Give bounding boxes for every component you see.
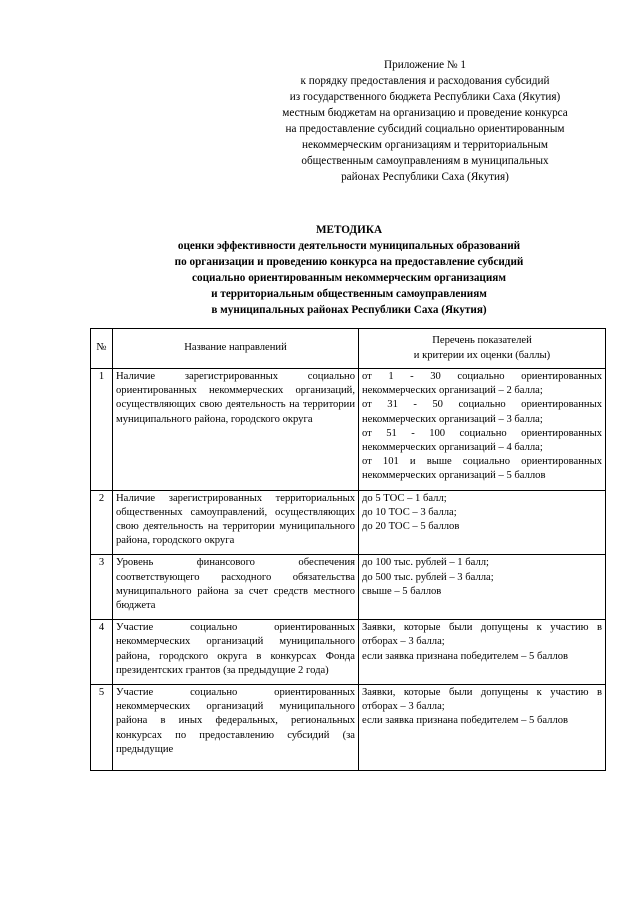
criteria-table xyxy=(90,328,606,771)
criteria-item: от 101 и выше социально ориентированных некоммерческих организаций – 5 баллов xyxy=(362,456,602,482)
appendix-line: некоммерческим организациям и территориальным xyxy=(302,139,548,151)
criteria-item: до 10 ТОС – 3 балла; xyxy=(362,506,457,518)
row-number: 5 xyxy=(91,685,113,771)
table-row xyxy=(91,369,606,491)
row-criteria xyxy=(359,685,606,771)
table-row xyxy=(91,685,606,771)
title-line: социально ориентированным некоммерческим организациям xyxy=(192,272,506,284)
document-title xyxy=(96,222,602,318)
title-heading: МЕТОДИКА xyxy=(315,224,383,236)
header-criteria-line: и критерии их оценки (баллы) xyxy=(413,349,551,361)
header-number: № xyxy=(91,329,113,369)
criteria-item: свыше – 5 баллов xyxy=(362,585,442,597)
criteria-item: Заявки, которые были допущены к участию в отборах – 3 балла; xyxy=(362,687,602,713)
criteria-item: до 5 ТОС – 1 балл; xyxy=(362,492,447,504)
row-criteria xyxy=(359,490,606,555)
appendix-line: к порядку предоставления и расходования субсидий xyxy=(300,75,550,87)
appendix-header xyxy=(250,57,600,185)
appendix-line: районах Республики Саха (Якутия) xyxy=(341,171,509,183)
criteria-item: от 51 - 100 социально ориентированных некоммерческих организаций – 4 балла; xyxy=(362,427,602,454)
table-row xyxy=(91,490,606,555)
title-line: по организации и проведению конкурса на предоставление субсидий xyxy=(174,256,524,268)
row-number: 1 xyxy=(91,369,113,491)
title-line: оценки эффективности деятельности муниципальных образований xyxy=(177,240,521,252)
row-direction-name: Наличие зарегистрированных территориальных общественных самоуправлений, осуществляющих свою деятельность на территории муниципального района, городского округа xyxy=(113,490,359,555)
criteria-item: от 1 - 30 социально ориентированных некоммерческих организаций – 2 балла; xyxy=(362,371,602,397)
criteria-item: если заявка признана победителем – 5 баллов xyxy=(362,650,569,662)
table-row xyxy=(91,620,606,685)
criteria-item: Заявки, которые были допущены к участию в отборах – 3 балла; xyxy=(362,622,602,648)
row-direction-name: Уровень финансового обеспечения соответствующего расходного обязательства муниципального района за счет средств местного бюджета xyxy=(113,555,359,620)
header-criteria-line: Перечень показателей xyxy=(432,335,532,347)
row-direction-name xyxy=(113,685,359,771)
criteria-item: от 31 - 50 социально ориентированных некоммерческих организаций – 3 балла; xyxy=(362,399,602,425)
appendix-line: общественным самоуправлениям в муниципальных xyxy=(301,155,549,167)
header-criteria xyxy=(359,329,606,369)
title-line: в муниципальных районах Республики Саха (Якутия) xyxy=(211,304,487,316)
row-criteria xyxy=(359,369,606,491)
criteria-item: до 100 тыс. рублей – 1 балл; xyxy=(362,557,489,569)
table-row xyxy=(91,555,606,620)
row-number: 4 xyxy=(91,620,113,685)
criteria-item: до 500 тыс. рублей – 3 балла; xyxy=(362,571,494,583)
row-number: 3 xyxy=(91,555,113,620)
row-number: 2 xyxy=(91,490,113,555)
row-direction-name: Наличие зарегистрированных социально ориентированных некоммерческих организаций, осуществляющих свою деятельность на территории муниципального района, городского округа xyxy=(113,369,359,491)
appendix-line: Приложение № 1 xyxy=(384,59,466,71)
row-direction-text: Участие социально ориентированных некоммерческих организаций муниципального района в иных федеральных, региональных конкурсах по предоставлению субсидий (за предыдущие xyxy=(116,687,355,755)
row-criteria xyxy=(359,620,606,685)
appendix-line: местным бюджетам на организацию и проведение конкурса xyxy=(282,107,568,119)
row-criteria xyxy=(359,555,606,620)
table-header-row xyxy=(91,329,606,369)
criteria-item: до 20 ТОС – 5 баллов xyxy=(362,521,460,533)
header-direction-name: Название направлений xyxy=(113,329,359,369)
row-direction-name: Участие социально ориентированных некоммерческих организаций муниципального района, городского округа в конкурсах Фонда президентских грантов (за предыдущие 2 года) xyxy=(113,620,359,685)
title-line: и территориальным общественным самоуправлениям xyxy=(211,288,487,300)
appendix-line: на предоставление субсидий социально ориентированным xyxy=(285,123,565,135)
appendix-line: из государственного бюджета Республики Саха (Якутия) xyxy=(289,91,561,103)
criteria-item: если заявка признана победителем – 5 баллов xyxy=(362,715,569,727)
